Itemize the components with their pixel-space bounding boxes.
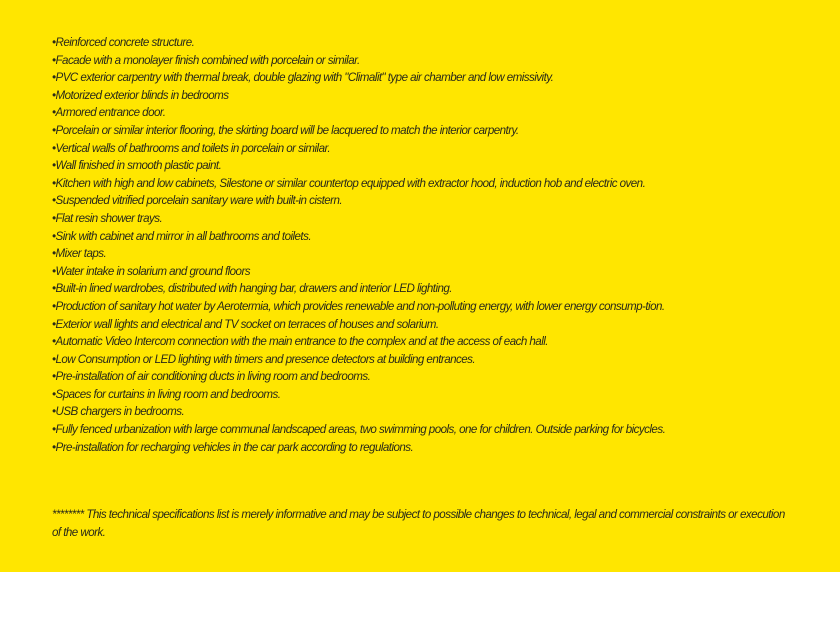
spec-item-wall-finish: •Wall finished in smooth plastic paint. (52, 159, 222, 173)
spec-item-vehicle-charging: •Pre-installation for recharging vehicles in the car park according to regulations. (52, 440, 414, 454)
spec-item-usb-chargers: •USB chargers in bedrooms. (52, 405, 185, 419)
spec-item-urbanization: •Fully fenced urbanization with large communal landscaped areas, two swimming pools, one for children. Outside parking for bicycles. (52, 423, 666, 437)
spec-item-bathroom-walls: •Vertical walls of bathrooms and toilets in porcelain or similar. (52, 141, 331, 155)
spec-item-lighting: •Low Consumption or LED lighting with timers and presence detectors at building entrances. (52, 352, 476, 366)
spec-item-air-conditioning: •Pre-installation of air conditioning ducts in living room and bedrooms. (52, 370, 371, 384)
spec-item-curtains: •Spaces for curtains in living room and bedrooms. (52, 387, 281, 401)
spec-list (52, 34, 812, 456)
disclaimer-note: ******** This technical specifications list is merely informative and may be subject to possible changes to technical, legal and commercial constraints or execution of the work. (52, 508, 785, 539)
spec-item-entrance-door: •Armored entrance door. (52, 106, 166, 120)
spec-item-wardrobes: •Built-in lined wardrobes, distributed with hanging bar, drawers and interior LED lighting. (52, 282, 452, 296)
spec-item-water-intake: •Water intake in solarium and ground floors (52, 264, 251, 278)
spec-item-exterior-carpentry: •PVC exterior carpentry with thermal break, double glazing with "Climalit" type air chamber and low emissivity. (52, 71, 554, 85)
spec-item-mixer-taps: •Mixer taps. (52, 247, 107, 261)
spec-item-video-intercom: •Automatic Video Intercom connection with the main entrance to the complex and at the access of each hall. (52, 335, 548, 349)
spec-item-blinds: •Motorized exterior blinds in bedrooms (52, 88, 229, 102)
spec-item-kitchen: •Kitchen with high and low cabinets, Silestone or similar countertop equipped with extractor hood, induction hob and electric oven. (52, 176, 646, 190)
spec-item-wall-lights: •Exterior wall lights and electrical and TV socket on terraces of houses and solarium. (52, 317, 439, 331)
spec-item-sanitary-ware: •Suspended vitrified porcelain sanitary ware with built-in cistern. (52, 194, 343, 208)
spec-item-hot-water: •Production of sanitary hot water by Aerotermia, which provides renewable and non-polluting energy, with lower energy consump-tion. (52, 299, 665, 313)
spec-item-shower-trays: •Flat resin shower trays. (52, 211, 163, 225)
spec-item-flooring: •Porcelain or similar interior flooring, the skirting board will be lacquered to match the interior carpentry. (52, 123, 519, 137)
spec-item-structure: •Reinforced concrete structure. (52, 36, 195, 49)
spec-item-sink: •Sink with cabinet and mirror in all bathrooms and toilets. (52, 229, 312, 243)
spec-item-facade: •Facade with a monolayer finish combined with porcelain or similar. (52, 53, 360, 67)
bottom-margin (0, 572, 840, 630)
